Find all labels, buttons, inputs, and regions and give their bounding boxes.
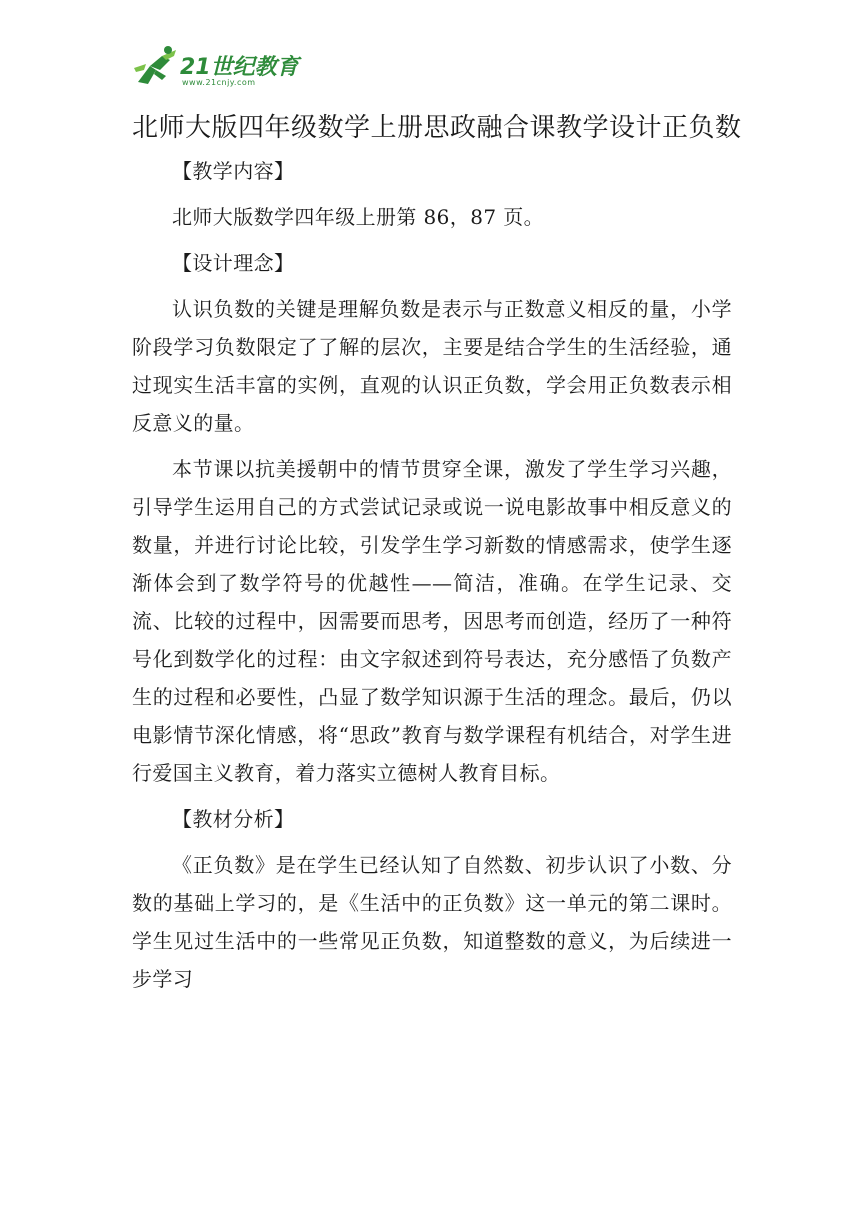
section-heading-analysis: 【教材分析】 xyxy=(172,807,295,831)
logo xyxy=(132,44,302,96)
paragraph-philosophy-2: 本节课以抗美援朝中的情节贯穿全课，激发了学生学习兴趣，引导学生运用自己的方式尝试记录或说一说电影故事中相反意义的数量，并进行讨论比较，引发学生学习新数的情感需求，使学生逐渐体会到了数学符号的优越性——简洁，准确。在学生记录、交流、比较的过程中，因需要而思考，因思考而创造，经历了一种符号化到数学化的过程：由文字叙述到符号表达，充分感悟了负数产生的过程和必要性，凸显了数学知识源于生活的理念。最后，仍以电影情节深化情感，将“思政”教育与数学课程有机结合，对学生进行爱国主义教育，着力落实立德树人教育目标。 xyxy=(132,457,732,785)
logo-brand-text: 21世纪教育 xyxy=(180,55,299,80)
document-body xyxy=(132,152,732,998)
paragraph-philosophy-1: 认识负数的关键是理解负数是表示与正数意义相反的量，小学阶段学习负数限定了了解的层次，主要是结合学生的生活经验，通过现实生活丰富的实例，直观的认识正负数，学会用正负数表示相反意义的量。 xyxy=(132,297,732,435)
running-man-icon xyxy=(132,44,180,88)
logo-url-text: www.21cnjy.com xyxy=(182,78,256,87)
paragraph-analysis: 《正负数》是在学生已经认知了自然数、初步认识了小数、分数的基础上学习的，是《生活中的正负数》这一单元的第二课时。学生见过生活中的一些常见正负数，知道整数的意义，为后续进一步学习 xyxy=(132,853,732,991)
document-title: 北师大版四年级数学上册思政融合课教学设计正负数 xyxy=(132,113,742,143)
section-heading-content: 【教学内容】 xyxy=(172,159,295,183)
section-heading-philosophy: 【设计理念】 xyxy=(172,251,295,275)
paragraph-content: 北师大版数学四年级上册第 86，87 页。 xyxy=(172,205,545,229)
